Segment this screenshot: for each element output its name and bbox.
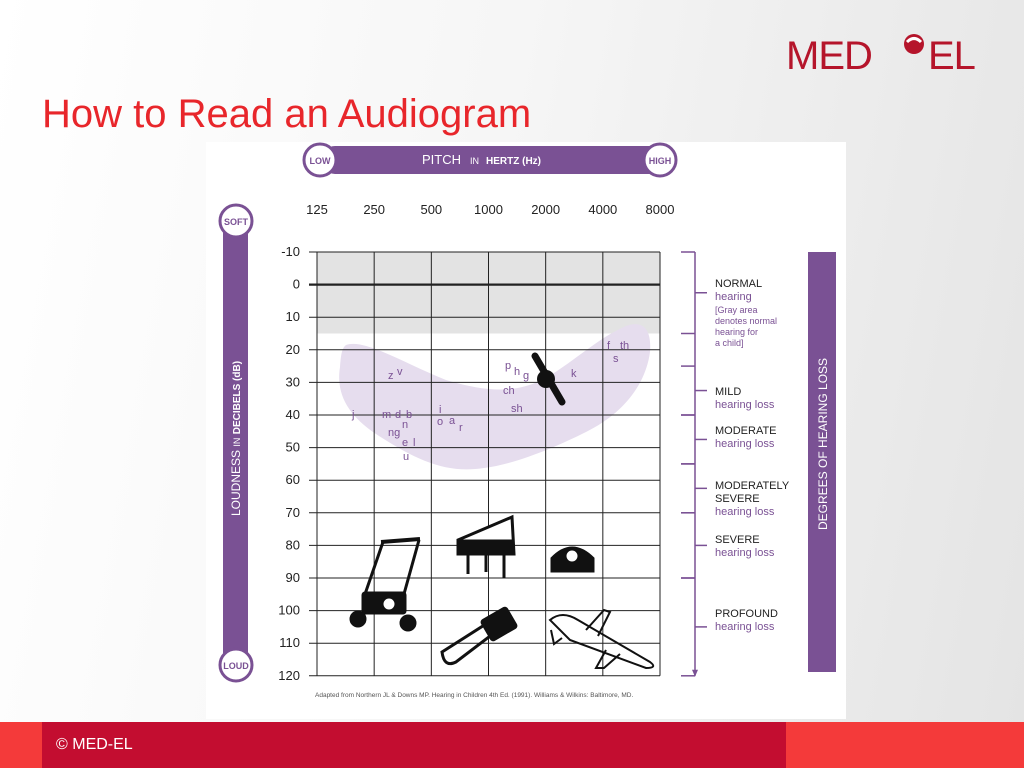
decibel-tick-label: 60	[285, 472, 300, 488]
decibel-tick-label: 120	[278, 667, 300, 683]
degree-label-text: hearing loss	[715, 621, 775, 633]
speech-sound: l	[413, 437, 416, 449]
degree-label-text: NORMAL	[715, 278, 763, 290]
speech-sound: r	[459, 422, 463, 434]
degree-label-text: hearing loss	[715, 399, 775, 411]
speech-sound: h	[514, 366, 521, 378]
decibel-tick-label: 70	[285, 504, 300, 520]
degree-label-text: SEVERE	[715, 493, 760, 505]
lawn-mower-icon	[350, 539, 420, 631]
frequency-tick-label: 125	[306, 202, 328, 217]
low-badge-text: LOW	[309, 156, 331, 166]
decibel-axis-labels	[278, 244, 300, 683]
degree-label-text: hearing for	[715, 327, 759, 337]
frequency-axis-labels	[306, 202, 674, 217]
degrees-bracket	[681, 252, 707, 677]
footer-main-band	[42, 722, 786, 768]
speech-sound: s	[613, 353, 619, 365]
logo-left-text: MED	[786, 34, 872, 74]
telephone-icon	[551, 547, 594, 572]
degree-label-text: MODERATELY	[715, 480, 790, 492]
decibel-tick-label: 100	[278, 602, 300, 618]
airplane-icon	[550, 610, 653, 668]
degree-label-text: MODERATE	[715, 425, 777, 437]
decibel-tick-label: 10	[285, 309, 300, 325]
decibel-tick-label: 20	[285, 341, 300, 357]
degree-label-text: a child]	[715, 338, 744, 348]
speech-sound: th	[620, 340, 630, 352]
decibel-tick-label: 50	[285, 439, 300, 455]
frequency-tick-label: 4000	[588, 202, 618, 217]
frequency-tick-label: 8000	[645, 202, 675, 217]
decibel-tick-label: 80	[285, 537, 300, 553]
chainsaw-icon	[442, 606, 518, 664]
speech-sound: i	[439, 404, 442, 416]
speech-sound: v	[397, 366, 403, 378]
speech-sound: o	[437, 416, 444, 428]
logo-right-text: EL	[928, 34, 975, 74]
speech-sound: j	[352, 409, 355, 421]
frequency-tick-label: 500	[420, 202, 443, 217]
speech-sound: ng	[388, 427, 401, 439]
high-badge-text: HIGH	[648, 156, 672, 166]
pitch-unit-in: IN	[470, 156, 479, 166]
degree-label-text: PROFOUND	[715, 608, 778, 620]
decibel-tick-label: 90	[285, 570, 300, 585]
speech-sound: b	[406, 409, 413, 421]
speech-sound: n	[402, 419, 409, 431]
speech-sound: f	[607, 340, 611, 352]
degree-label-text: MILD	[715, 386, 742, 398]
speech-sound: u	[403, 451, 410, 463]
speech-sound: k	[571, 368, 577, 380]
speech-sound: p	[505, 360, 512, 372]
logo-swirl-icon	[904, 34, 924, 54]
speech-sound: a	[449, 415, 456, 427]
grand-piano-icon	[458, 517, 514, 578]
decibel-tick-label: -10	[281, 244, 300, 259]
degrees-label: DEGREES OF HEARING LOSS	[816, 357, 830, 530]
slide-title: How to Read an Audiogram	[42, 92, 532, 136]
degrees-labels	[715, 278, 790, 633]
pitch-label: PITCH	[422, 152, 461, 167]
degree-label-text: denotes normal	[715, 316, 778, 326]
pitch-unit: HERTZ (Hz)	[486, 156, 541, 167]
speech-sound: d	[395, 409, 402, 421]
speech-sound: g	[523, 370, 530, 382]
footer-bar	[0, 722, 1024, 768]
speech-sound: z	[388, 370, 394, 382]
decibel-tick-label: 30	[285, 374, 300, 390]
degree-label-text: hearing loss	[715, 547, 775, 559]
speech-sound: ch	[503, 385, 515, 397]
speech-sound: sh	[511, 403, 523, 415]
decibel-tick-label: 40	[285, 407, 300, 422]
frequency-tick-label: 2000	[531, 202, 561, 217]
degree-label-text: hearing loss	[715, 438, 775, 450]
decibel-tick-label: 110	[279, 635, 300, 651]
degree-label-text: SEVERE	[715, 534, 760, 546]
speech-sound: e	[402, 437, 409, 449]
degree-label-text: hearing loss	[715, 506, 775, 518]
loudness-label: LOUDNESS IN DECIBELS (dB)	[229, 360, 243, 516]
degree-label-text: [Gray area	[715, 305, 758, 315]
frequency-tick-label: 1000	[474, 202, 503, 217]
loud-badge-text: LOUD	[223, 661, 249, 671]
degree-label-text: hearing	[715, 291, 752, 303]
speech-sound: m	[382, 409, 392, 421]
soft-badge-text: SOFT	[224, 217, 248, 227]
decibel-tick-label: 0	[292, 276, 300, 292]
copyright-text: © MED-EL	[56, 736, 133, 753]
frequency-tick-label: 250	[363, 202, 386, 217]
med-el-logo	[786, 30, 988, 74]
citation-text: Adapted from Northern JL & Downs MP. Hearing in Children 4th Ed. (1991). Williams & Wilkins: Baltimore, MD.	[315, 692, 634, 699]
audiogram-figure	[206, 142, 846, 719]
